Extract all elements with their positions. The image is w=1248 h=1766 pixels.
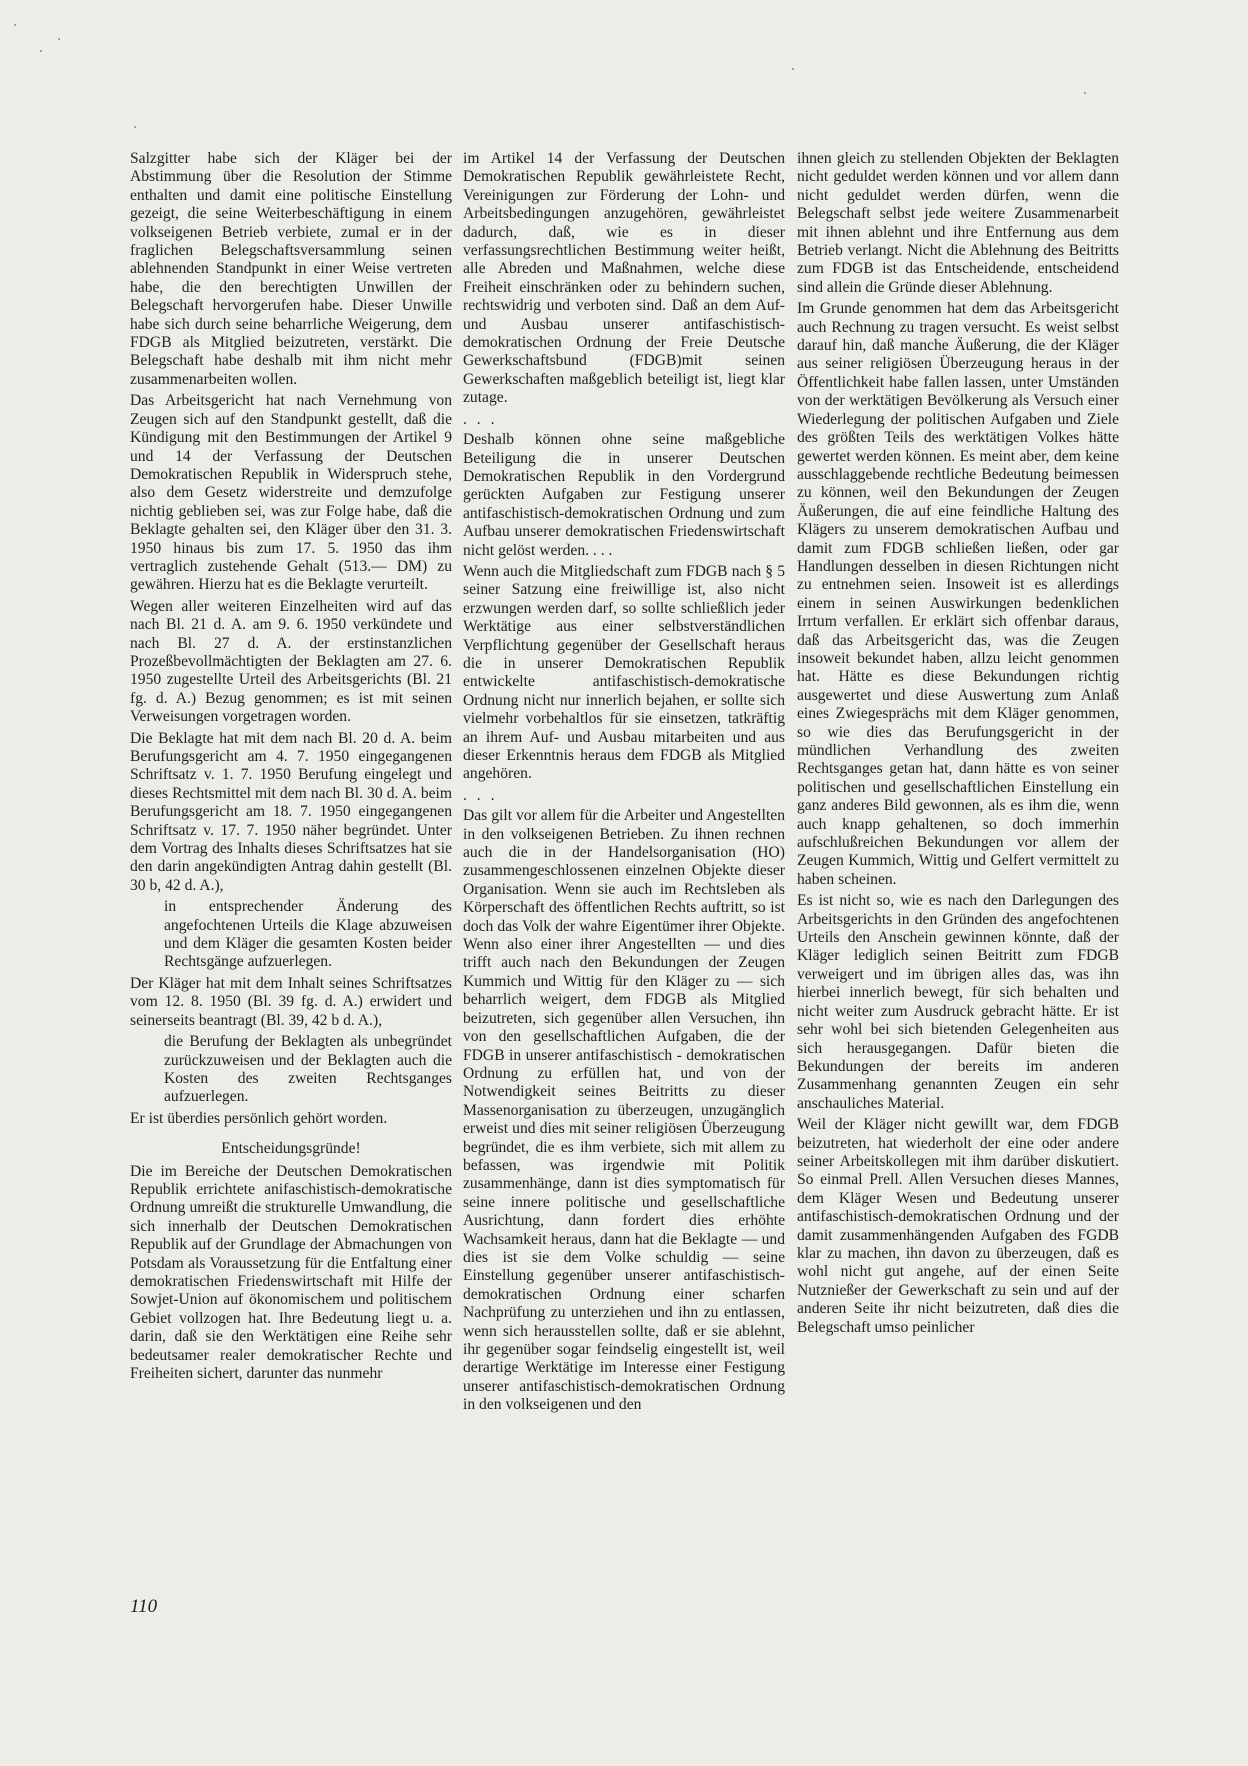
page-number: 110 bbox=[130, 1596, 158, 1617]
quoted-motion: die Berufung der Beklagten als unbegründet zurückzuweisen und der Beklagten auch die Kosten des zweiten Rechtsganges aufzuerlegen. bbox=[164, 1033, 452, 1106]
scan-speck bbox=[134, 126, 136, 128]
scan-speck bbox=[792, 68, 794, 70]
paragraph: Weil der Kläger nicht gewillt war, dem FDGB beizutreten, hat wiederholt der eine oder andere seiner Arbeitskollegen mit ihm darüber diskutiert. So einmal Prell. Allen Versuchen dieses Mannes, dem Kläger Wesen und Bedeutung unserer antifaschistisch-demokratischen Ordnung und der damit zusammenhängenden Aufgaben des FGDB klar zu machen, ihn davon zu überzeugen, daß es wohl nicht gut angehe, auf der einen Seite Nutznießer der Gewerkschaft zu sein und auf der anderen Seite ihr nicht beizutreten, daß dies die Belegschaft umso peinlicher bbox=[797, 1116, 1119, 1336]
scan-speck bbox=[1084, 92, 1086, 94]
paragraph: Das Arbeitsgericht hat nach Vernehmung von Zeugen sich auf den Standpunkt gestellt, daß die Kündigung mit den Bestimmungen der Artikel 9 und 14 der Verfassung der Deutschen Demokratischen Republik in Widerspruch stehe, also dem Gesetz widerstreite und demzufolge nichtig geblieben sei, was zur Folge habe, daß die Beklagte gehalten sei, den Kläger über den 31. 3. 1950 hinaus bis zum 17. 5. 1950 das ihm vertraglich zustehende Gehalt (513.— DM) zu gewähren. Hierzu hat es die Beklagte verurteilt. bbox=[130, 392, 452, 594]
text-column-2 bbox=[463, 150, 785, 1418]
text-column-3 bbox=[797, 150, 1119, 1340]
paragraph: im Artikel 14 der Verfassung der Deutschen Demokratischen Republik gewährleistete Recht, Vereinigungen zur Förderung der Lohn- und Arbeitsbedingungen anzugehören, gewährleistet dadurch, daß, wie es in dieser verfassungsrechtlichen Bestimmung weiter heißt, alle Abreden und Maßnahmen, welche diese Freiheit einschränken oder zu behindern suchen, rechtswidrig und verboten sind. Daß an dem Auf- und Ausbau unserer antifaschistisch-demokratischen Ordnung der Freie Deutsche Gewerkschaftsbund (FDGB)mit seinen Gewerkschaften maßgeblich beteiligt ist, liegt klar zutage. bbox=[463, 150, 785, 407]
paragraph: Die im Bereiche der Deutschen Demokratischen Republik errichtete anifaschistisch-demokratische Ordnung umreißt die strukturelle Umwandlung, die sich innerhalb der Deutschen Demokratischen Republik auf der Grundlage der Abmachungen von Potsdam als Voraussetzung für die Entfaltung einer demokratischen Friedenswirtschaft mit Hilfe der Sowjet-Union auf ökonomischem und politischem Gebiet vollzogen hat. Ihre Bedeutung liegt u. a. darin, daß sie den Werktätigen eine Reihe sehr bedeutsamer realer demokratischer Rechte und Freiheiten sichert, darunter das nunmehr bbox=[130, 1162, 452, 1382]
paragraph: Salzgitter habe sich der Kläger bei der Abstimmung über die Resolution der Stimme enthalten und damit eine politische Einstellung gezeigt, die seine Weiterbeschäftigung in einem volkseigenen Betrieb verbiete, zumal er in der fraglichen Belegschaftsversammlung seinen ablehnenden Standpunkt in einer Weise vertreten habe, die den berechtigten Unwillen der Belegschaft hervorgerufen habe. Dieser Unwille habe sich durch seine beharrliche Weigerung, dem FDGB als Mitglied beizutreten, verstärkt. Die Belegschaft habe deshalb mit ihm nicht mehr zusammenarbeiten wollen. bbox=[130, 150, 452, 388]
paragraph: Er ist überdies persönlich gehört worden. bbox=[130, 1109, 388, 1127]
paragraph: Deshalb können ohne seine maßgebliche Beteiligung die in unserer Deutschen Demokratischen Republik in den Vordergrund gerückten Aufgaben zur Festigung unserer antifaschistisch-demokratischen Ordnung und zum Aufbau unserer demokratischen Friedenswirtschaft nicht gelöst werden. . . . bbox=[463, 431, 785, 559]
paragraph: ihnen gleich zu stellenden Objekten der Beklagten nicht geduldet werden können und vor allem dann nicht geduldet werden dürfen, wenn die Belegschaft selbst jede weitere Zusammenarbeit mit ihnen ablehnt und ihre Entfernung aus dem Betrieb verlangt. Nicht die Ablehnung des Beitritts zum FDGB ist das Entscheidende, entscheidend sind allein die Gründe dieser Ablehnung. bbox=[797, 150, 1119, 296]
paragraph: Wenn auch die Mitgliedschaft zum FDGB nach § 5 seiner Satzung eine freiwillige ist, also nicht erzwungen werden darf, so sollte schließlich jeder Werktätige aus einer selbstverständlichen Verpflichtung gegenüber der Gesellschaft heraus die in unserer Demokratischen Republik entwickelte antifaschistisch-demokratische Ordnung nicht nur innerlich bejahen, er sollte sich vielmehr vorbehaltlos für sie einsetzen, tatkräftig an ihrem Auf- und Ausbau mitarbeiten und aus dieser Erkenntnis heraus dem FDGB als Mitglied angehören. bbox=[463, 562, 785, 783]
paragraph: Der Kläger hat mit dem Inhalt seines Schriftsatzes vom 12. 8. 1950 (Bl. 39 fg. d. A.) erwidert und seinerseits beantragt (Bl. 39, 42 b d. A.), bbox=[130, 974, 452, 1029]
scan-speck bbox=[40, 50, 42, 52]
paragraph: Es ist nicht so, wie es nach den Darlegungen des Arbeitsgerichts in den Gründen des angefochtenen Urteils den Anschein gewinnen könnte, daß der Kläger lediglich seinen Beitritt zum FDGB verweigert und im übrigen alles das, was ihn hierbei innerlich bewegt, für sich behalten und nicht weiter zum Ausdruck gebracht hätte. Er ist sehr wohl bei sich bietenden Gelegenheiten aus sich herausgegangen. Dafür bieten die Bekundungen der bereits im anderen Zusammenhang genannten Zeugen ein sehr anschauliches Material. bbox=[797, 892, 1119, 1112]
paragraph: Im Grunde genommen hat dem das Arbeitsgericht auch Rechnung zu tragen versucht. Es weist selbst darauf hin, daß manche Äußerung, die der Kläger aus seiner religiösen Überzeugung heraus in der Öffentlichkeit habe fallen lassen, unter Umständen von der werktätigen Bevölkerung als Versuch einer Wiederlegung der politischen Aufgaben und Ziele des größten Teils des werktätigen Volkes hätte gewertet werden können. Es meint aber, dem keine ausschlaggebende rechtliche Bedeutung beimessen zu können, weil den Bekundungen der Zeugen Äußerungen, die auf eine feindliche Haltung des Klägers zu unserem demokratischen Aufbau und damit zum FDGB schließen ließen, oder gar Handlungen desselben in diesen Richtungen nicht zu entnehmen seien. Insoweit ist es allerdings einem in seinen Auswirkungen bedenklichen Irrtum verfallen. Er erklärt sich offenbar daraus, daß das Arbeitsgericht das, was die Zeugen insoweit bekundet haben, allzu leicht genommen hat. Hätte es diese Bekundungen richtig ausgewertet und diese Auswertung zum Anlaß eines Zwiegesprächs mit dem Kläger genommen, so wie dies das Berufungsgericht in der mündlichen Verhandlung des zweiten Rechtsganges getan hat, dann hätte es von seiner politischen und gesellschaftlichen Einstellung ein ganz anderes Bild gewonnen, als es ihm die, wenn auch knapp gehaltenen, so doch immerhin aufschlußreichen Bekundungen vor allem der Zeugen Kummich, Wittig und Gelfert vermittelt zu haben scheinen. bbox=[797, 300, 1119, 888]
paragraph: Wegen aller weiteren Einzelheiten wird auf das nach Bl. 21 d. A. am 9. 6. 1950 verkündete und nach Bl. 27 d. A. der erstinstanzlichen Prozeßbevollmächtigten der Beklagten am 27. 6. 1950 zugestellte Urteil des Arbeitsgerichts (Bl. 21 fg. d. A.) Bezug genommen; es ist mit seinen Verweisungen vorgetragen worden. bbox=[130, 597, 452, 726]
section-heading: Entscheidungsgründe! bbox=[221, 1140, 361, 1158]
text-column-1 bbox=[130, 150, 452, 1386]
scan-speck bbox=[58, 38, 60, 40]
scan-speck bbox=[14, 24, 16, 26]
paragraph: Das gilt vor allem für die Arbeiter und Angestellten in den volkseigenen Betrieben. Zu ihnen rechnen auch die in der Handelsorganisation (HO) zusammengeschlossenen einzelnen Objekte dieser Organisation. Wenn sie auch im Rechtsleben als Körperschaft des öffentlichen Rechts auftritt, so ist doch das Volk der wahre Eigentümer ihrer Objekte. Wenn also einer ihrer Angestellten — und dies trifft auch nach den Bekundungen der Zeugen Kummich und Wittig für den Kläger zu — sich beharrlich weigert, dem FDGB als Mitglied beizutreten, sich gegenüber allen Versuchen, ihn von den gesellschaftlichen Aufgaben, die der FDGB in unserer antifaschistisch - demokratischen Ordnung zu erfüllen hat, und von der Notwendigkeit seines Beitritts zu dieser Massenorganisation zu überzeugen, unzugänglich erweist und dies mit seiner religiösen Überzeugung begründet, die es ihm verbiete, sich mit allem zu befassen, was irgendwie mit Politik zusammenhänge, dann ist dies symptomatisch für seine innere politische und gesellschaftliche Ausrichtung, dann fordert dies erhöhte Wachsamkeit heraus, dann hat die Beklagte — und dies ist sie dem Volke schuldig — seine Einstellung gegenüber unserer antifaschistisch-demokratischen Ordnung einer scharfen Nachprüfung zu unterziehen und ihn zu entlassen, wenn sich herausstellen sollte, daß er sie ablehnt, ihr gegenüber sogar feindselig eingestellt ist, weil derartige Werktätige im Interesse einer Festigung unserer antifaschistisch-demokratischen Ordnung in den volkseigenen und den bbox=[463, 807, 785, 1414]
ellipsis-separator: . . . bbox=[463, 786, 498, 804]
quoted-motion: in entsprechender Änderung des angefochtenen Urteils die Klage abzuweisen und dem Kläger die gesamten Kosten beider Rechtsgänge aufzuerlegen. bbox=[164, 898, 452, 971]
ellipsis-separator: . . . bbox=[463, 410, 498, 428]
paragraph: Die Beklagte hat mit dem nach Bl. 20 d. A. beim Berufungsgericht am 4. 7. 1950 eingegangenen Schriftsatz v. 1. 7. 1950 Berufung eingelegt und dieses Rechtsmittel mit dem nach Bl. 30 d. A. beim Berufungsgericht am 18. 7. 1950 eingegangenen Schriftsatz v. 17. 7. 1950 näher begründet. Unter dem Vortrag des Inhalts dieses Schriftsatzes hat sie den darin angekündigten Antrag dahin gestellt (Bl. 30 b, 42 d. A.), bbox=[130, 729, 452, 894]
